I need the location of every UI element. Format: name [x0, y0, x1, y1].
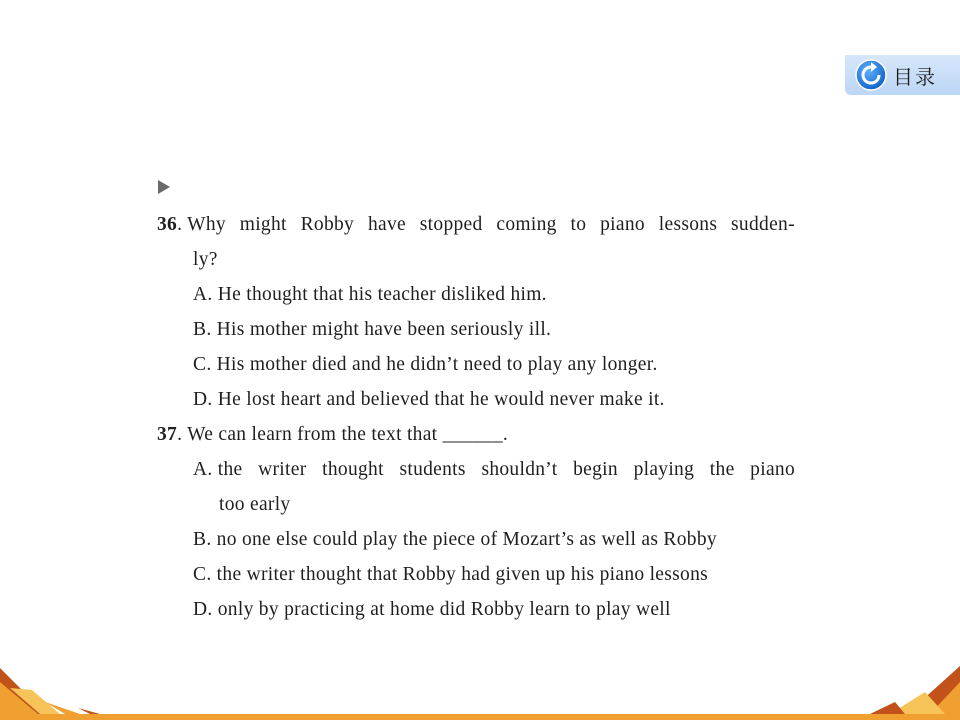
word: to [570, 214, 587, 235]
option-letter: A [193, 284, 208, 305]
option-36-c[interactable]: C. His mother died and he didn’t need to play any longer. [193, 354, 658, 375]
option-37-d[interactable]: D. only by practicing at home did Robby learn to play well [193, 599, 671, 620]
option-text: He lost heart and believed that he would never make it. [217, 389, 665, 410]
toc-button[interactable] [845, 55, 960, 95]
word: thought [322, 459, 384, 480]
option-letter: D [193, 599, 208, 620]
question-37-line: 37. We can learn from the text that ______. [157, 417, 807, 452]
option-text: His mother died and he didn’t need to play any longer. [216, 354, 658, 375]
word: might [239, 214, 287, 235]
question-list [157, 207, 807, 627]
option-text: only by practicing at home did Robby learn to play well [217, 599, 671, 620]
option-37-a-line2: too early [219, 494, 291, 515]
question-36-line1: 36. Why might Robby have stopped coming to piano lessons sudden- [157, 207, 795, 242]
word: have [367, 214, 406, 235]
word: sudden- [731, 214, 795, 235]
question-text: We can learn from the text that ______. [187, 424, 509, 445]
toc-label: 目录 [893, 64, 937, 89]
option-36-b[interactable]: B. His mother might have been seriously ill. [193, 319, 552, 340]
word: stopped [419, 214, 483, 235]
word: writer [258, 459, 307, 480]
option-letter: B [193, 529, 207, 550]
question-number: 36 [157, 214, 178, 235]
word: coming [496, 214, 557, 235]
word: the [709, 459, 735, 480]
option-letter: B [193, 319, 207, 340]
refresh-circle-icon [855, 59, 887, 91]
word: piano [600, 214, 645, 235]
option-37-c[interactable]: C. the writer thought that Robby had given up his piano lessons [193, 564, 709, 585]
word: piano [750, 459, 795, 480]
option-36-a[interactable]: A. He thought that his teacher disliked him. [193, 284, 547, 305]
word: the [217, 459, 243, 480]
word: lessons [658, 214, 718, 235]
option-37-b[interactable]: B. no one else could play the piece of Mozart’s as well as Robby [193, 529, 717, 550]
question-number: 37 [157, 424, 178, 445]
option-text: no one else could play the piece of Mozart’s as well as Robby [216, 529, 717, 550]
option-letter: A [193, 459, 208, 480]
word: begin [573, 459, 618, 480]
option-37-a[interactable] [157, 452, 807, 487]
option-letter: C [193, 354, 207, 375]
word: shouldn’t [481, 459, 558, 480]
footer-decoration [0, 660, 960, 720]
word: students [399, 459, 466, 480]
option-letter: C [193, 564, 207, 585]
play-triangle-icon [158, 180, 170, 194]
option-36-d[interactable]: D. He lost heart and believed that he would never make it. [193, 389, 665, 410]
word: playing [633, 459, 695, 480]
question-36-line2: ly? [193, 249, 218, 270]
word: Robby [300, 214, 355, 235]
option-text: the writer thought that Robby had given up his piano lessons [216, 564, 709, 585]
option-letter: D [193, 389, 208, 410]
option-37-a-line1: A. the writer thought students shouldn’t begin playing the piano [193, 452, 795, 487]
option-text: His mother might have been seriously ill. [216, 319, 552, 340]
option-text: He thought that his teacher disliked him. [217, 284, 547, 305]
word: Why [187, 214, 226, 235]
